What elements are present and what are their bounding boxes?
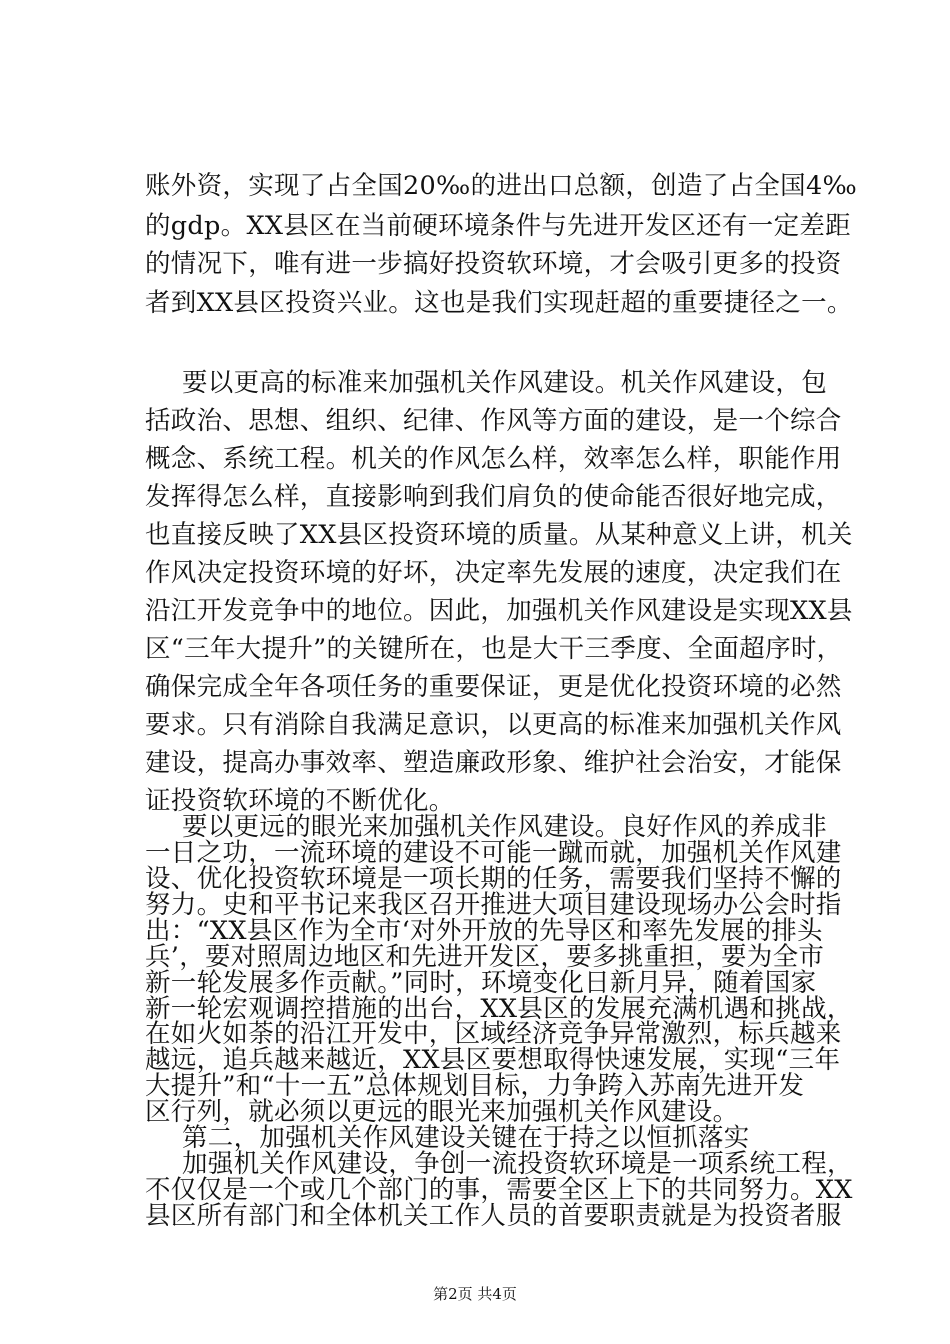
- text-line: 发挥得怎么样，直接影响到我们肩负的使命能否很好地完成，: [145, 482, 842, 512]
- text-line: 要求。只有消除自我满足意识，以更高的标准来加强机关作风: [145, 710, 842, 740]
- text-line: 在如火如荼的沿江开发中，区域经济竞争异常激烈，标兵越来: [145, 1019, 842, 1049]
- text-line: 证投资软环境的不断优化。: [145, 786, 455, 816]
- text-line: 概念、系统工程。机关的作风怎么样，效率怎么样，职能作用: [145, 444, 842, 474]
- text-line: 的gdp。XX县区在当前硬环境条件与先进开发区还有一定差距: [145, 211, 851, 241]
- text-line: 括政治、思想、组织、纪律、作风等方面的建设，是一个综合: [145, 406, 842, 436]
- text-line: 要以更高的标准来加强机关作风建设。机关作风建设，包: [182, 368, 828, 398]
- text-line: 确保完成全年各项任务的重要保证，更是优化投资环境的必然: [145, 672, 842, 702]
- text-line: 区“三年大提升”的关键所在，也是大干三季度、全面超序时，: [145, 634, 843, 664]
- text-line: 加强机关作风建设，争创一流投资软环境是一项系统工程，: [182, 1149, 853, 1179]
- text-line: 不仅仅是一个或几个部门的事，需要全区上下的共同努力。XX: [145, 1175, 853, 1205]
- page-footer: 第2页 共4页: [433, 1285, 517, 1303]
- text-line: 建设，提高办事效率、塑造廉政形象、维护社会治安，才能保: [145, 748, 842, 778]
- text-line: 账外资，实现了占全国20‰的进出口总额，创造了占全国4‰: [145, 171, 858, 201]
- text-line: 新一轮发展多作贡献。”同时，环境变化日新月异，随着国家: [145, 968, 817, 998]
- text-line: 设、优化投资软环境是一项长期的任务，需要我们坚持不懈的: [145, 864, 842, 894]
- text-line: 大提升”和“十一五”总体规划目标，力争跨入苏南先进开发: [145, 1071, 805, 1101]
- text-line: 新一轮宏观调控措施的出台，XX县区的发展充满机遇和挑战，: [145, 994, 853, 1024]
- text-line: 者到XX县区投资兴业。这也是我们实现赶超的重要捷径之一。: [145, 288, 853, 318]
- text-line: 沿江开发竞争中的地位。因此，加强机关作风建设是实现XX县: [145, 596, 853, 626]
- text-line: 努力。史和平书记来我区召开推进大项目建设现场办公会时指: [145, 890, 842, 920]
- text-line: 要以更远的眼光来加强机关作风建设。良好作风的养成非: [182, 812, 828, 842]
- section-heading: 第二，加强机关作风建设关键在于持之以恒抓落实: [182, 1123, 750, 1153]
- text-line: 区行列，就必须以更远的眼光来加强机关作风建设。: [145, 1097, 739, 1127]
- text-line: 越远，追兵越来越近，XX县区要想取得快速发展，实现“三年: [145, 1045, 841, 1075]
- text-line: 一日之功，一流环境的建设不可能一蹴而就，加强机关作风建: [145, 838, 842, 868]
- text-line: 也直接反映了XX县区投资环境的质量。从某种意义上讲，机关: [145, 520, 853, 550]
- text-line: 的情况下，唯有进一步搞好投资软环境，才会吸引更多的投资: [145, 249, 842, 279]
- text-line: 出：“XX县区作为全市‘对外开放的先导区和率先发展的排头: [145, 916, 823, 946]
- text-line: 作风决定投资环境的好坏，决定率先发展的速度，决定我们在: [145, 558, 842, 588]
- text-line: 县区所有部门和全体机关工作人员的首要职责就是为投资者服: [145, 1201, 842, 1231]
- text-line: 兵’，要对照周边地区和先进开发区，要多挑重担，要为全市: [145, 942, 825, 972]
